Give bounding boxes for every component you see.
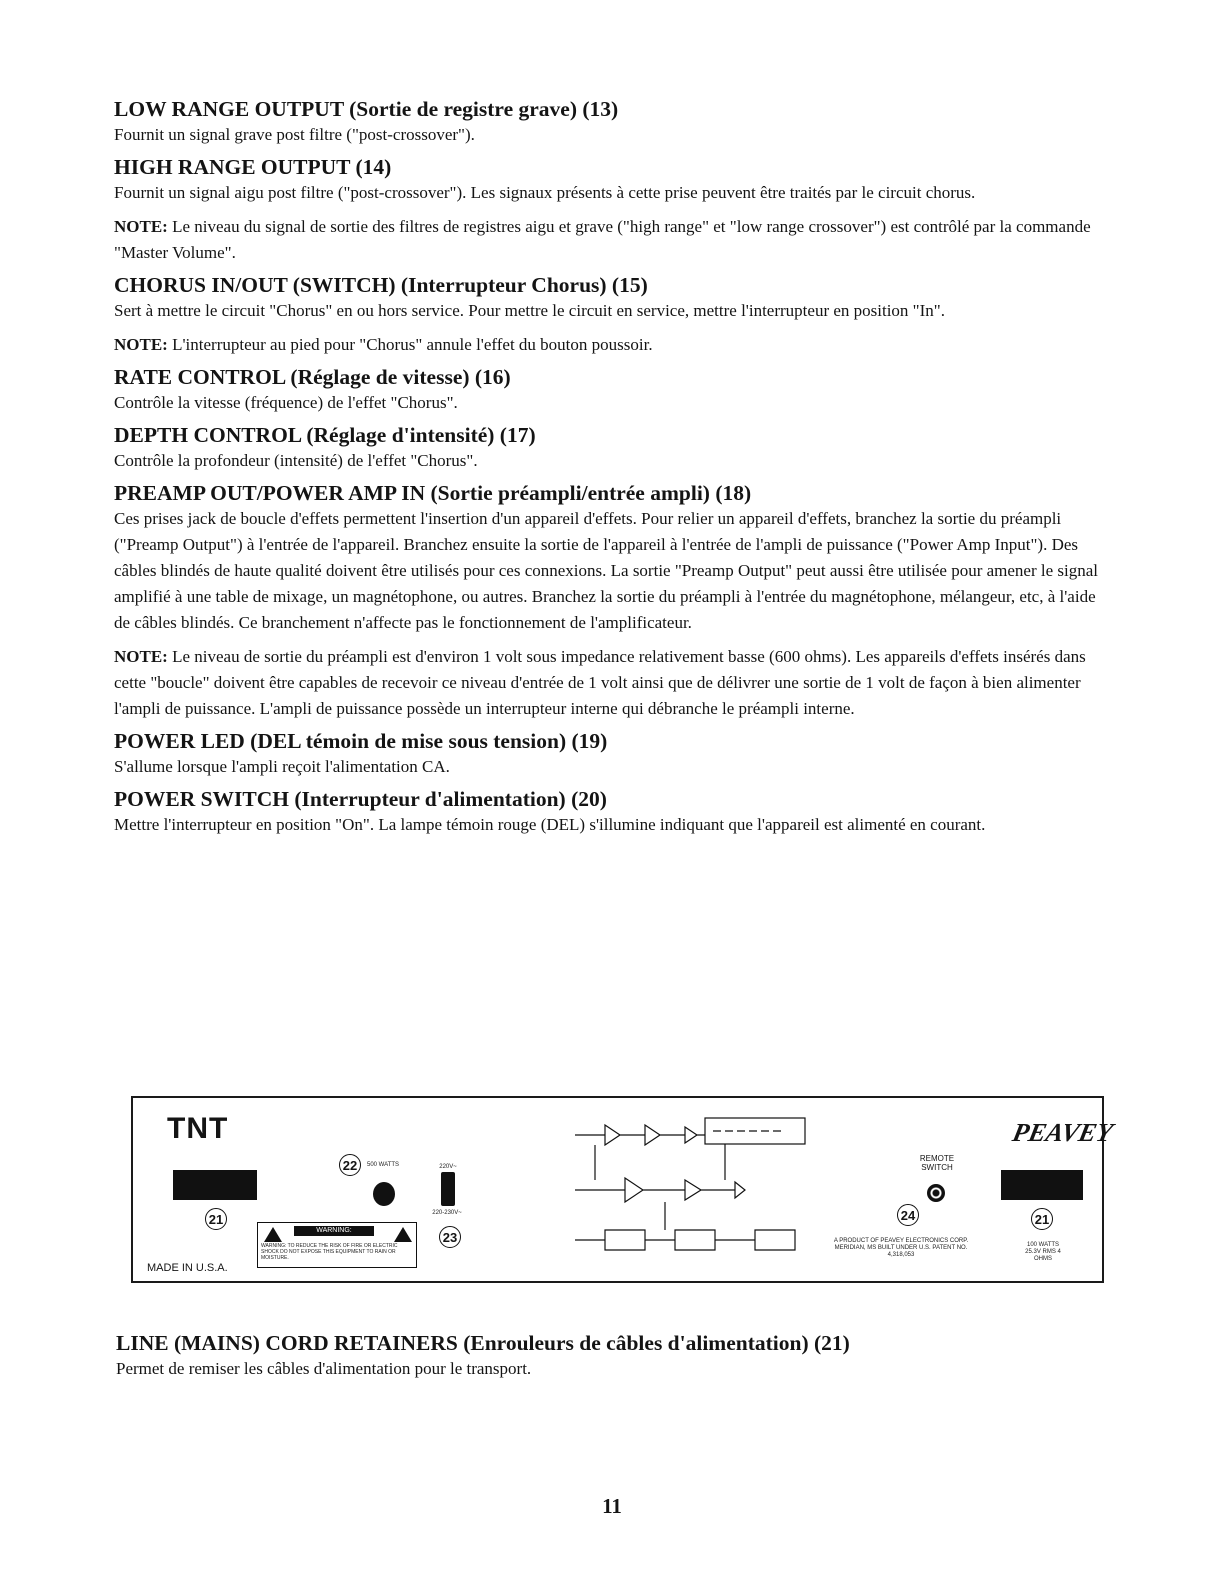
section-heading: POWER LED (DEL témoin de mise sous tension) (19) <box>114 729 608 753</box>
section-body: Contrôle la vitesse (fréquence) de l'effet "Chorus". <box>114 393 458 412</box>
note-label: NOTE: <box>114 647 168 666</box>
section-rate-control <box>114 364 1114 416</box>
output-rating-label: 100 WATTS 25.3V RMS 4 OHMS <box>1025 1242 1061 1262</box>
warning-label <box>257 1222 417 1268</box>
section-heading: LINE (MAINS) CORD RETAINERS (Enrouleurs de câbles d'alimentation) (21) <box>116 1331 850 1355</box>
warning-heading: WARNING: <box>294 1226 374 1236</box>
tnt-logo: TNT <box>167 1112 229 1145</box>
section-body: Mettre l'interrupteur en position "On". La lampe témoin rouge (DEL) s'illumine indiquant que l'appareil est alimenté en courant. <box>114 815 986 834</box>
remote-switch-jack <box>927 1184 945 1202</box>
section-body: S'allume lorsque l'ampli reçoit l'alimentation CA. <box>114 757 450 776</box>
section-chorus-switch <box>114 272 1114 358</box>
section-body: Permet de remiser les câbles d'alimentation pour le transport. <box>116 1359 532 1378</box>
cord-retainer-left <box>173 1170 257 1200</box>
voltage-selector-switch <box>441 1172 455 1206</box>
warning-text: WARNING: TO REDUCE THE RISK OF FIRE OR ELECTRIC SHOCK DO NOT EXPOSE THIS EQUIPMENT TO RAIN OR MOISTURE. <box>261 1243 398 1261</box>
remote-switch-label: REMOTE SWITCH <box>919 1154 955 1172</box>
callout-21-right: 21 <box>1031 1208 1053 1230</box>
section-note <box>114 214 1114 266</box>
section-heading: CHORUS IN/OUT (SWITCH) (Interrupteur Chorus) (15) <box>114 273 648 297</box>
bottom-section-cord-retainers <box>116 1330 1116 1382</box>
rear-panel-diagram <box>131 1096 1116 1283</box>
warning-triangle-icon <box>264 1227 282 1242</box>
section-heading: DEPTH CONTROL (Réglage d'intensité) (17) <box>114 423 536 447</box>
note-label: NOTE: <box>114 217 168 236</box>
section-body: Fournit un signal grave post filtre ("post-crossover"). <box>114 125 475 144</box>
page-number: 11 <box>602 1494 622 1518</box>
callout-23: 23 <box>439 1226 461 1248</box>
section-preamp-out-power-amp-in <box>114 480 1114 722</box>
signal-schematic <box>565 1110 815 1270</box>
section-body: Fournit un signal aigu post filtre ("post-crossover"). Les signaux présents à cette prise peuvent être traités par le circuit chorus. <box>114 183 976 202</box>
section-heading: POWER SWITCH (Interrupteur d'alimentation) (20) <box>114 787 607 811</box>
note-text: Le niveau du signal de sortie des filtres de registres aigu et grave ("high range" et "low range crossover") est contrôlé par la commande "Master Volume". <box>114 217 1091 262</box>
section-note <box>114 332 1114 358</box>
callout-24: 24 <box>897 1204 919 1226</box>
section-heading: LOW RANGE OUTPUT (Sortie de registre grave) (13) <box>114 97 619 121</box>
section-body: Contrôle la profondeur (intensité) de l'effet "Chorus". <box>114 451 478 470</box>
power-rating-label: 500 WATTS <box>366 1162 399 1168</box>
section-power-switch <box>114 786 1114 838</box>
cord-retainer-right <box>1001 1170 1083 1200</box>
section-low-range-output <box>114 96 1114 148</box>
callout-22: 22 <box>339 1154 361 1176</box>
section-heading: PREAMP OUT/POWER AMP IN (Sortie préampli/entrée ampli) (18) <box>114 481 752 505</box>
made-in-label: MADE IN U.S.A. <box>147 1262 228 1274</box>
section-depth-control <box>114 422 1114 474</box>
section-body: Sert à mettre le circuit "Chorus" en ou hors service. Pour mettre le circuit en service, mettre l'interrupteur en position "In". <box>114 301 945 320</box>
section-power-led <box>114 728 1114 780</box>
section-note <box>114 644 1114 722</box>
voltage-bottom-label: 220-230V~ <box>432 1210 462 1216</box>
note-text: Le niveau de sortie du préampli est d'environ 1 volt sous impedance relativement basse (600 ohms). Les appareils d'effets insérés dans cette "boucle" doivent être capables de recevoir ce niveau d'entrée de 1 volt ainsi que de délivrer une sortie de 1 volt de façon à bien alimenter l'ampli de puissance. L'ampli de puissance possède un interrupteur interne qui débranche le préampli interne. <box>114 647 1086 718</box>
voltage-top-label: 220V~ <box>439 1164 457 1170</box>
fuse-holder <box>373 1182 395 1206</box>
section-heading: RATE CONTROL (Réglage de vitesse) (16) <box>114 365 511 389</box>
peavey-logo: PEAVEY <box>1010 1118 1116 1147</box>
section-body: Ces prises jack de boucle d'effets permettent l'insertion d'un appareil d'effets. Pour relier un appareil d'effets, branchez la sortie du préampli ("Preamp Output") à l'entrée de l'appareil. Branchez ensuite la sortie de l'appareil à l'entrée de l'ampli de puissance ("Power Amp Input"). Des câbles blindés de haute qualité doivent être utilisés pour ces connexions. La sortie "Preamp Output" peut aussi être utilisée pour amener le signal amplifié à une table de mixage, un magnétophone, ou autres. Branchez la sortie du préampli à l'entrée du magnétophone, mélangeur, etc, à l'aide de câbles blindés. Ce branchement n'affecte pas le fonctionnement de l'amplificateur. <box>114 509 1099 632</box>
section-heading: HIGH RANGE OUTPUT (14) <box>114 155 392 179</box>
callout-21-left: 21 <box>205 1208 227 1230</box>
warning-triangle-icon <box>394 1227 412 1242</box>
note-text: L'interrupteur au pied pour "Chorus" annule l'effet du bouton poussoir. <box>172 335 653 354</box>
manufacturer-label: A PRODUCT OF PEAVEY ELECTRONICS CORP. MERIDIAN, MS BUILT UNDER U.S. PATENT NO. 4,318,053 <box>833 1238 969 1258</box>
main-content <box>114 96 1114 838</box>
section-high-range-output <box>114 154 1114 266</box>
note-label: NOTE: <box>114 335 168 354</box>
